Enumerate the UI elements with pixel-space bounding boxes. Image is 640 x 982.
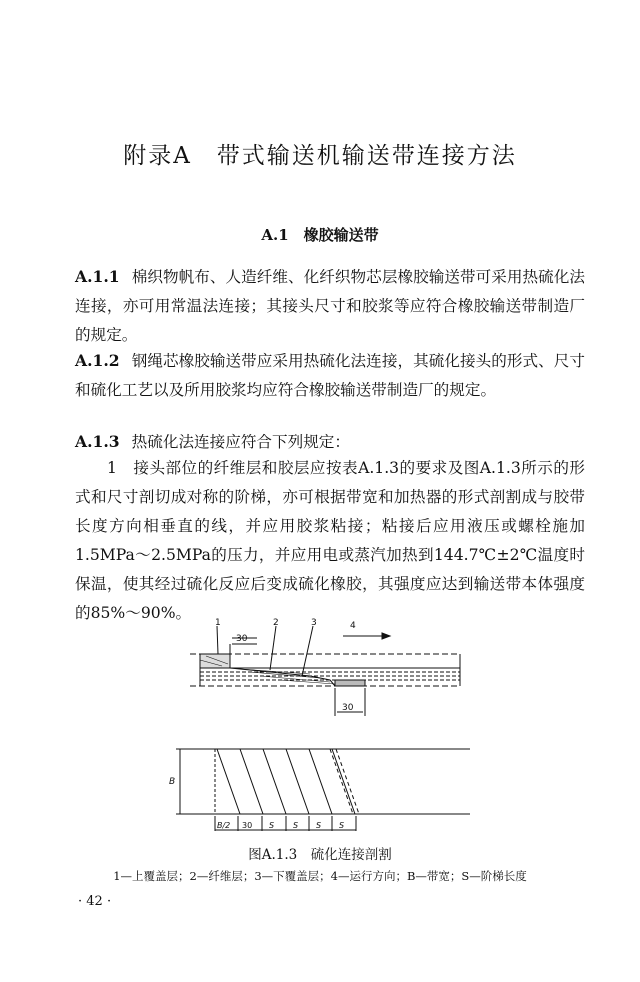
plan-view bbox=[176, 749, 470, 831]
dim-s: S bbox=[269, 821, 275, 830]
dim-b: B bbox=[169, 777, 176, 787]
label-2: 2 bbox=[273, 618, 279, 628]
figure-legend: 1—上覆盖层；2—纤维层；3—下覆盖层；4—运行方向；B—带宽；S—阶梯长度 bbox=[113, 869, 527, 883]
dim-b-half: B/2 bbox=[217, 821, 231, 830]
dim-30-bottom: 30 bbox=[342, 703, 354, 713]
figure-a-1-3 bbox=[160, 616, 480, 845]
paragraph-a-1-2 bbox=[75, 346, 585, 405]
label-4: 4 bbox=[350, 621, 356, 631]
splice-diagram bbox=[160, 616, 480, 841]
dim-s: S bbox=[339, 821, 345, 830]
dim-s: S bbox=[316, 821, 322, 830]
paragraph-a-1-1 bbox=[75, 262, 585, 350]
clause-text: 钢绳芯橡胶输送带应采用热硫化法连接，其硫化接头的形式、尺寸和硫化工艺以及所用胶浆均应符合橡胶输送带制造厂的规定。 bbox=[75, 352, 585, 399]
item-1-paragraph: 1 接头部位的纤维层和胶层应按表A.1.3的要求及图A.1.3所示的形式和尺寸剖切成对称的阶梯，亦可根据带宽和加热器的形式剖割成与胶带长度方向相垂直的线，并应用胶浆粘接；粘接后应用液压或螺栓施加1.5MPa～2.5MPa的压力，并应用电或蒸汽加热到144.7℃±2℃温度时保温，使其经过硫化反应后变成硫化橡胶，其强度应达到输送带本体强度的85%～90%。 bbox=[75, 459, 585, 622]
dim-30: 30 bbox=[242, 821, 253, 830]
clause-text: 热硫化法连接应符合下列规定： bbox=[131, 433, 350, 451]
page-number: · 42 · bbox=[78, 894, 112, 909]
dim-s: S bbox=[293, 821, 299, 830]
cross-section-view bbox=[190, 626, 460, 716]
paragraph-a-1-3 bbox=[75, 427, 585, 457]
direction-arrow-icon bbox=[343, 633, 390, 639]
figure-caption: 图A.1.3 硫化连接剖割 bbox=[248, 847, 392, 863]
clause-text: 棉织物帆布、人造纤维、化纤织物芯层橡胶输送带可采用热硫化法连接，亦可用常温法连接；其接头尺寸和胶浆等应符合橡胶输送带制造厂的规定。 bbox=[75, 268, 585, 344]
clause-number: A.1.1 bbox=[75, 267, 120, 286]
label-3: 3 bbox=[311, 618, 317, 628]
clause-number: A.1.2 bbox=[75, 351, 120, 370]
clause-number: A.1.3 bbox=[75, 432, 120, 451]
dim-30-top: 30 bbox=[236, 634, 248, 644]
appendix-title: 附录A 带式输送机输送带连接方法 bbox=[123, 143, 517, 169]
label-1: 1 bbox=[215, 618, 221, 628]
section-heading: A.1 橡胶输送带 bbox=[261, 226, 379, 244]
